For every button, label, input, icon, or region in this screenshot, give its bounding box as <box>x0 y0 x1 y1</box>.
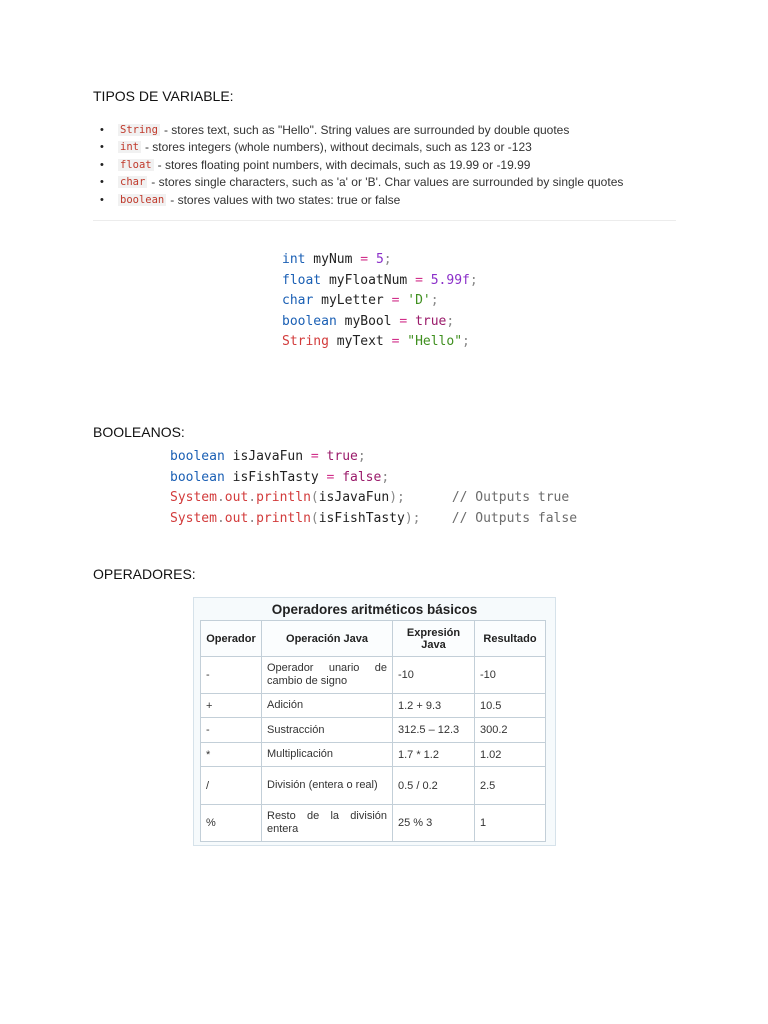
code-space <box>405 490 452 505</box>
code-line <box>282 332 478 353</box>
operators-table <box>200 620 546 842</box>
booleans-heading: BOOLEANOS: <box>93 424 185 440</box>
code-punctuation: ); <box>389 490 405 505</box>
list-item <box>100 139 623 157</box>
code-semicolon: ; <box>357 449 366 464</box>
code-argument: isJavaFun <box>318 490 390 505</box>
code-punctuation: . <box>216 510 225 526</box>
code-type: boolean <box>282 313 337 329</box>
code-type: int <box>282 252 306 267</box>
code-value: "Hello" <box>407 334 463 349</box>
type-description: - stores single characters, such as 'a' or 'B'. Char values are surrounded by single quotes <box>151 175 624 190</box>
code-punctuation: ( <box>310 510 319 526</box>
table-cell: Adición <box>262 694 393 718</box>
code-class: System <box>170 490 217 505</box>
types-list <box>100 121 623 209</box>
table-cell: 10.5 <box>475 694 546 718</box>
table-cell: 300.2 <box>475 718 546 743</box>
bullet-icon: • <box>100 176 104 189</box>
table-cell: - <box>201 718 262 743</box>
code-identifier: isFishTasty <box>224 469 327 485</box>
code-semicolon: ; <box>469 272 478 288</box>
code-space <box>407 314 415 329</box>
table-cell: Operador unario de cambio de signo <box>262 657 393 694</box>
code-block-variables <box>282 250 478 353</box>
code-semicolon: ; <box>430 293 439 308</box>
table-row <box>201 743 546 767</box>
table-cell: -10 <box>393 657 475 694</box>
code-line <box>170 468 577 489</box>
list-item <box>100 156 623 174</box>
table-cell: 1.02 <box>475 743 546 767</box>
code-identifier: myText <box>328 334 392 349</box>
column-header: Operador <box>201 621 262 657</box>
code-line <box>170 488 577 509</box>
code-method: println <box>256 490 311 505</box>
operators-heading: OPERADORES: <box>93 566 196 582</box>
type-keyword: char <box>120 176 146 189</box>
table-cell: -10 <box>475 657 546 694</box>
bullet-icon: • <box>100 123 104 136</box>
code-line <box>170 447 577 468</box>
table-cell: Resto de la división entera <box>262 805 393 842</box>
type-keyword: float <box>120 158 152 171</box>
code-punctuation: . <box>248 490 257 505</box>
divider <box>93 220 676 221</box>
code-identifier: myBool <box>336 313 400 329</box>
code-operator: = <box>415 272 423 288</box>
table-row <box>201 805 546 842</box>
code-line <box>282 312 478 333</box>
table-cell: Multiplicación <box>262 743 393 767</box>
code-punctuation: ( <box>310 490 319 505</box>
code-block-booleans <box>170 447 577 529</box>
type-keyword: String <box>120 123 158 136</box>
table-cell: + <box>201 694 262 718</box>
code-punctuation: . <box>216 490 225 505</box>
table-title: Operadores aritméticos básicos <box>271 602 478 617</box>
table-cell: 25 % 3 <box>393 805 475 842</box>
code-space <box>420 511 451 526</box>
type-keyword: boolean <box>120 193 165 206</box>
operators-table-figure <box>193 597 556 846</box>
code-value: 'D' <box>407 293 431 308</box>
table-cell: 0.5 / 0.2 <box>393 767 475 805</box>
types-heading: TIPOS DE VARIABLE: <box>93 88 234 104</box>
code-identifier: myNum <box>305 252 361 267</box>
code-value: true <box>326 449 358 464</box>
column-header: Operación Java <box>262 621 393 657</box>
code-semicolon: ; <box>381 469 390 485</box>
code-field: out <box>224 510 249 526</box>
code-line <box>282 291 478 312</box>
table-row <box>201 767 546 805</box>
code-method: println <box>256 510 311 526</box>
table-row <box>201 657 546 694</box>
code-semicolon: ; <box>383 252 392 267</box>
code-punctuation: ); <box>404 510 421 526</box>
table-cell: 1.2 + 9.3 <box>393 694 475 718</box>
code-class: System <box>170 510 217 526</box>
code-semicolon: ; <box>446 313 455 329</box>
table-cell: 312.5 – 12.3 <box>393 718 475 743</box>
code-operator: = <box>310 449 319 464</box>
code-value: false <box>342 469 382 485</box>
type-description: - stores text, such as "Hello". String values are surrounded by double quotes <box>163 122 570 137</box>
type-keyword: int <box>120 141 139 154</box>
code-identifier: myFloatNum <box>321 272 416 288</box>
code-line <box>282 250 478 271</box>
table-cell: 1 <box>475 805 546 842</box>
bullet-icon: • <box>100 158 104 171</box>
table-cell: 1.7 * 1.2 <box>393 743 475 767</box>
code-operator: = <box>326 469 335 485</box>
table-header-row <box>201 621 546 657</box>
code-argument: isFishTasty <box>318 510 405 526</box>
code-type: float <box>282 272 322 288</box>
code-identifier: isJavaFun <box>224 449 311 464</box>
code-operator: = <box>391 334 400 349</box>
code-space <box>368 252 376 267</box>
code-type: boolean <box>170 469 225 485</box>
table-row <box>201 718 546 743</box>
table-cell: / <box>201 767 262 805</box>
list-item <box>100 191 623 209</box>
table-cell: 2.5 <box>475 767 546 805</box>
list-item <box>100 121 623 139</box>
code-comment: // Outputs false <box>451 510 578 526</box>
bullet-icon: • <box>100 141 104 154</box>
type-description: - stores values with two states: true or false <box>170 192 401 207</box>
column-header: Resultado <box>475 621 546 657</box>
code-field: out <box>224 490 249 505</box>
code-line <box>282 271 478 292</box>
table-cell: * <box>201 743 262 767</box>
code-type: char <box>282 293 314 308</box>
code-value: true <box>415 313 447 329</box>
code-value: 5 <box>375 252 384 267</box>
code-operator: = <box>391 293 400 308</box>
table-cell: Sustracción <box>262 718 393 743</box>
code-type: boolean <box>170 449 225 464</box>
code-operator: = <box>360 252 369 267</box>
type-description: - stores integers (whole numbers), without decimals, such as 123 or -123 <box>144 140 532 155</box>
bullet-icon: • <box>100 193 104 206</box>
code-punctuation: . <box>248 510 257 526</box>
code-value: 5.99f <box>430 272 470 288</box>
code-comment: // Outputs true <box>451 490 570 505</box>
list-item <box>100 174 623 192</box>
type-description: - stores floating point numbers, with decimals, such as 19.99 or -19.99 <box>157 157 531 172</box>
table-cell: % <box>201 805 262 842</box>
code-line <box>170 509 577 530</box>
table-cell: División (entera o real) <box>262 767 393 805</box>
code-semicolon: ; <box>462 334 470 349</box>
table-cell: - <box>201 657 262 694</box>
code-type: String <box>282 334 329 349</box>
table-row <box>201 694 546 718</box>
code-identifier: myLetter <box>313 293 392 308</box>
code-space <box>423 273 431 288</box>
column-header: Expresión Java <box>393 621 475 657</box>
code-operator: = <box>399 313 408 329</box>
